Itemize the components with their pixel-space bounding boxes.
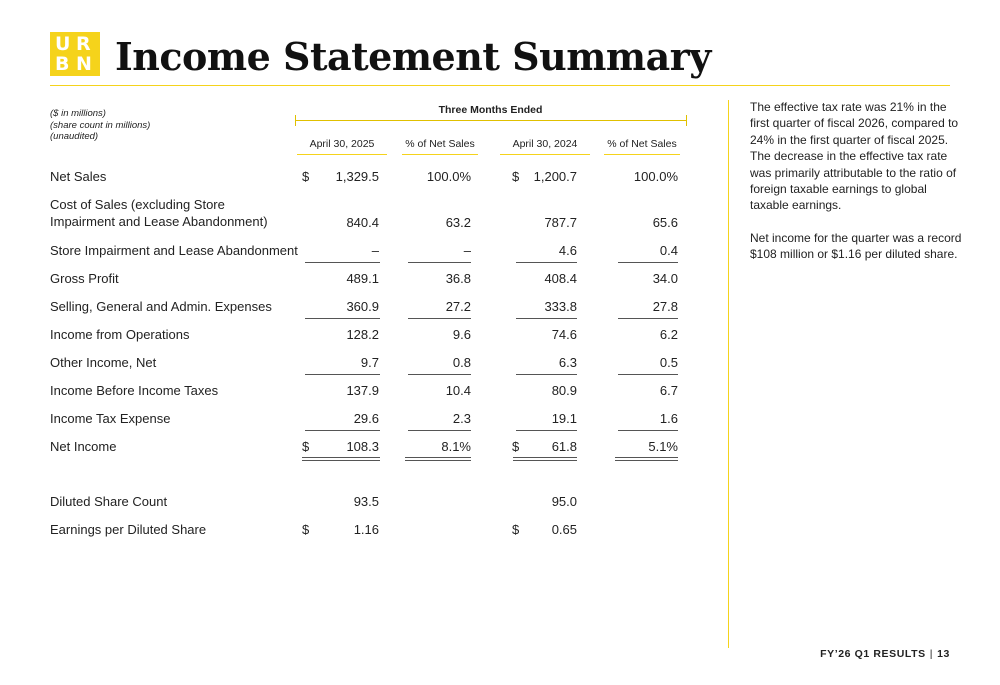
subtotal-rule [305,374,380,375]
title-divider [50,85,950,86]
row-label-line: Net Sales [50,169,107,184]
table-cell: 108.3 [346,439,379,454]
row-label-line: Diluted Share Count [50,494,168,509]
row-label [50,326,189,343]
table-notes [50,108,150,143]
row-label-line: Other Income, Net [50,355,157,370]
subtotal-rule [408,430,471,431]
period-bracket [295,120,686,121]
table-cell: 1,200.7 [533,169,577,184]
column-header: % of Net Sales [607,138,677,150]
row-label-line: Net Income [50,439,117,454]
logo-letter: N [76,53,92,75]
table-cell: 63.2 [445,215,471,230]
row-label-line: Store Impairment and Lease Abandonment [50,243,298,258]
row-label-line: Income from Operations [50,327,190,342]
net-income-note: Net income for the quarter was a record $108 million or $1.16 per diluted share. [750,230,962,262]
table-cell: 27.2 [445,299,471,314]
table-cell: 489.1 [346,271,379,286]
subtotal-rule [516,374,577,375]
page-title: Income Statement Summary [115,34,711,79]
subtotal-rule [305,430,380,431]
table-cell: 65.6 [652,215,678,230]
table-cell: 8.1% [441,439,471,454]
row-label [50,168,106,185]
currency-symbol: $ [512,522,520,537]
table-cell: 95.0 [551,494,577,509]
row-label [50,298,272,315]
table-cell: 100.0% [426,169,471,184]
table-cell: 10.4 [445,383,471,398]
subtotal-rule [516,262,577,263]
table-cell: 9.7 [360,355,379,370]
table-cell: 80.9 [551,383,577,398]
row-label [50,242,298,259]
logo-letter: U [55,33,71,55]
header-underline [402,154,478,155]
row-label [50,493,167,510]
commentary [750,99,965,279]
row-label [50,410,170,427]
table-cell: 27.8 [652,299,678,314]
header-underline [500,154,590,155]
table-cell: 6.7 [659,383,678,398]
table-cell: 9.6 [452,327,471,342]
table-cell: 19.1 [551,411,577,426]
page-number: 13 [937,648,950,660]
table-cell: 74.6 [551,327,577,342]
row-label [50,438,116,455]
currency-symbol: $ [302,169,310,184]
period-bracket-tick [686,115,687,126]
table-cell: 5.1% [648,439,678,454]
share-units-note: (share count in millions) [50,119,151,131]
column-header: % of Net Sales [405,138,475,150]
footer-label: FY’26 Q1 RESULTS [820,648,926,660]
period-bracket-tick [295,115,296,126]
page-footer [820,648,950,660]
table-cell: – [371,243,379,258]
table-cell: 1.16 [353,522,379,537]
table-cell: 6.2 [659,327,678,342]
tax-rate-note: The effective tax rate was 21% in the first quarter of fiscal 2026, compared to 24% in the first quarter of fiscal 2025. The decrease in the effective tax rate was primarily attributable to the ratio of foreign taxable earnings to global taxable earnings. [750,100,959,213]
header-underline [604,154,680,155]
total-double-rule [513,457,577,461]
total-double-rule [615,457,678,461]
row-label-line: Selling, General and Admin. Expenses [50,299,272,314]
row-label-line: Earnings per Diluted Share [50,522,207,537]
row-label [50,521,206,538]
table-cell: 333.8 [544,299,577,314]
subtotal-rule [516,318,577,319]
table-cell: 2.3 [452,411,471,426]
currency-symbol: $ [302,522,310,537]
audit-note: (unaudited) [50,131,99,142]
table-cell: 360.9 [346,299,379,314]
subtotal-rule [305,262,380,263]
column-divider [728,100,729,648]
currency-symbol: $ [512,169,520,184]
row-label-line: Impairment and Lease Abandonment) [50,214,268,229]
currency-symbol: $ [512,439,520,454]
row-label [50,354,156,371]
logo-letter: R [76,33,91,55]
table-cell: – [463,243,471,258]
subtotal-rule [408,318,471,319]
table-cell: 840.4 [346,215,379,230]
subtotal-rule [305,318,380,319]
row-label-line: Income Tax Expense [50,411,171,426]
column-header: April 30, 2025 [309,138,375,150]
subtotal-rule [618,262,678,263]
table-cell: 6.3 [558,355,577,370]
row-label-line: Cost of Sales (excluding Store [50,197,225,212]
currency-symbol: $ [302,439,310,454]
table-cell: 29.6 [353,411,379,426]
table-cell: 137.9 [346,383,379,398]
table-cell: 93.5 [353,494,379,509]
table-cell: 36.8 [445,271,471,286]
urbn-logo [50,32,100,76]
table-cell: 34.0 [652,271,678,286]
table-cell: 0.5 [659,355,678,370]
subtotal-rule [408,374,471,375]
table-cell: 1.6 [659,411,678,426]
table-cell: 100.0% [633,169,678,184]
table-cell: 128.2 [346,327,379,342]
row-label [50,382,218,399]
subtotal-rule [618,318,678,319]
logo-letter: B [55,53,70,75]
subtotal-rule [618,374,678,375]
total-double-rule [302,457,380,461]
row-label [50,270,119,287]
footer-separator: | [929,648,934,660]
row-label-line: Income Before Income Taxes [50,383,219,398]
row-label-line: Gross Profit [50,271,119,286]
table-cell: 408.4 [544,271,577,286]
subtotal-rule [408,262,471,263]
table-cell: 4.6 [558,243,577,258]
table-cell: 787.7 [544,215,577,230]
column-header: April 30, 2024 [512,138,578,150]
table-cell: 0.8 [452,355,471,370]
subtotal-rule [618,430,678,431]
table-cell: 61.8 [551,439,577,454]
period-label: Three Months Ended [438,104,543,116]
subtotal-rule [516,430,577,431]
row-label [50,196,268,230]
units-note: ($ in millions) [50,108,106,119]
table-cell: 0.4 [659,243,678,258]
table-cell: 0.65 [551,522,577,537]
total-double-rule [405,457,471,461]
header-underline [297,154,387,155]
table-cell: 1,329.5 [335,169,379,184]
